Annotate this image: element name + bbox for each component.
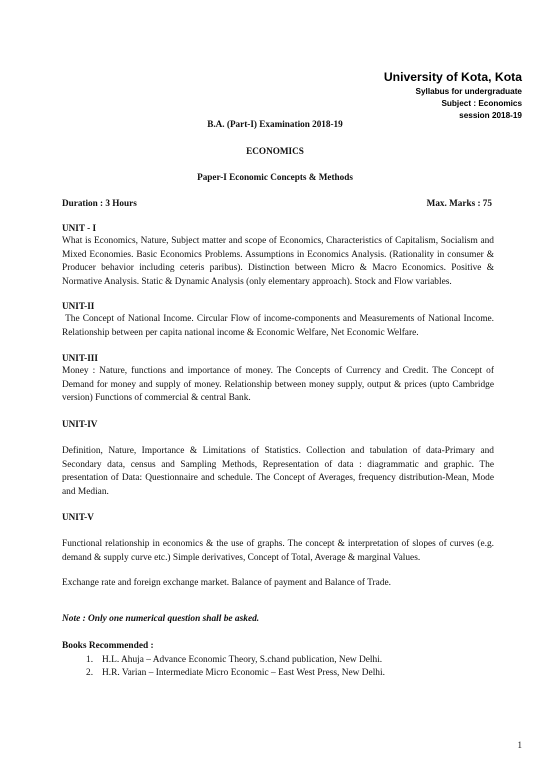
unit-title: UNIT-II xyxy=(62,301,95,311)
unit-text: What is Economics, Nature, Subject matter and scope of Economics, Characteristics of Capitalism, Socialism and Mixed Economies. Basic Economics Problems. Assumptions in Economics Analysis. (Rationality in consumer & Producer behavior including ceteris paribus). Distinction between Micro & Macro Economics. Positive & Normative Analysis. Static & Dynamic Analysis (only elementary approach). Stock and Flow variables. xyxy=(62,236,494,287)
subject-title: ECONOMICS xyxy=(246,146,304,156)
unit-title: UNIT-III xyxy=(62,353,98,363)
unit-title: UNIT-IV xyxy=(62,419,98,429)
book-item xyxy=(86,667,494,681)
max-marks: Max. Marks : 75 xyxy=(426,198,492,208)
unit-4 xyxy=(62,418,494,499)
note: Note : Only one numerical question shall be asked. xyxy=(62,614,260,624)
unit-2 xyxy=(62,300,497,340)
book-number: 2. xyxy=(86,668,94,679)
page-header xyxy=(384,70,522,123)
paper-title: Paper-I Economic Concepts & Methods xyxy=(197,172,353,182)
book-text: H.L. Ahuja – Advance Economic Theory, S.chand publication, New Delhi. xyxy=(102,654,383,665)
unit-3 xyxy=(62,352,494,406)
unit-title: UNIT-V xyxy=(62,512,94,522)
unit-text: Money : Nature, functions and importance of money. The Concepts of Currency and Credit. The Concept of Demand for money and supply of money. Relationship between money supply, output & prices (upto Cambridge version) Functions of commercial & central Bank. xyxy=(62,366,494,404)
unit-title: UNIT - I xyxy=(62,223,97,233)
unit-text: Functional relationship in economics & the use of graphs. The concept & interpretation of slopes of curves (e.g. demand & supply curve etc.) Simple derivatives, Concept of Total, Average & marginal Values. xyxy=(62,539,494,563)
session-line: session 2018-19 xyxy=(459,111,522,121)
unit-text: Definition, Nature, Importance & Limitations of Statistics. Collection and tabulation of data-Primary and Secondary data, census and Sampling Methods, Representation of data : diagrammatic and graphic. The presentation of Data: Questionnaire and schedule. The Concept of Averages, frequency distribution-Mean, Mode and Median. xyxy=(62,446,494,497)
duration: Duration : 3 Hours xyxy=(62,198,137,208)
page-number: 1 xyxy=(517,740,522,750)
books-heading: Books Recommended : xyxy=(62,641,154,651)
unit-text-2: Exchange rate and foreign exchange market. Balance of payment and Balance of Trade. xyxy=(62,578,392,589)
unit-5 xyxy=(62,511,494,591)
book-item xyxy=(86,654,494,668)
unit-text: The Concept of National Income. Circular Flow of income-components and Measurements of National Income. Relationship between per capita national income & Economic Welfare, Net Economic Welfare. xyxy=(62,314,497,338)
books-list xyxy=(62,654,494,681)
subject-line: Subject : Economics xyxy=(441,99,522,109)
books-section xyxy=(62,640,494,681)
syllabus-line: Syllabus for undergraduate xyxy=(415,86,522,96)
university-name: University of Kota, Kota xyxy=(383,70,522,84)
book-number: 1. xyxy=(86,654,94,665)
book-text: H.R. Varian – Intermediate Micro Economic – East West Press, New Delhi. xyxy=(102,668,385,679)
duration-row xyxy=(62,197,492,210)
unit-1 xyxy=(62,222,494,289)
exam-title: B.A. (Part-I) Examination 2018-19 xyxy=(207,119,343,129)
